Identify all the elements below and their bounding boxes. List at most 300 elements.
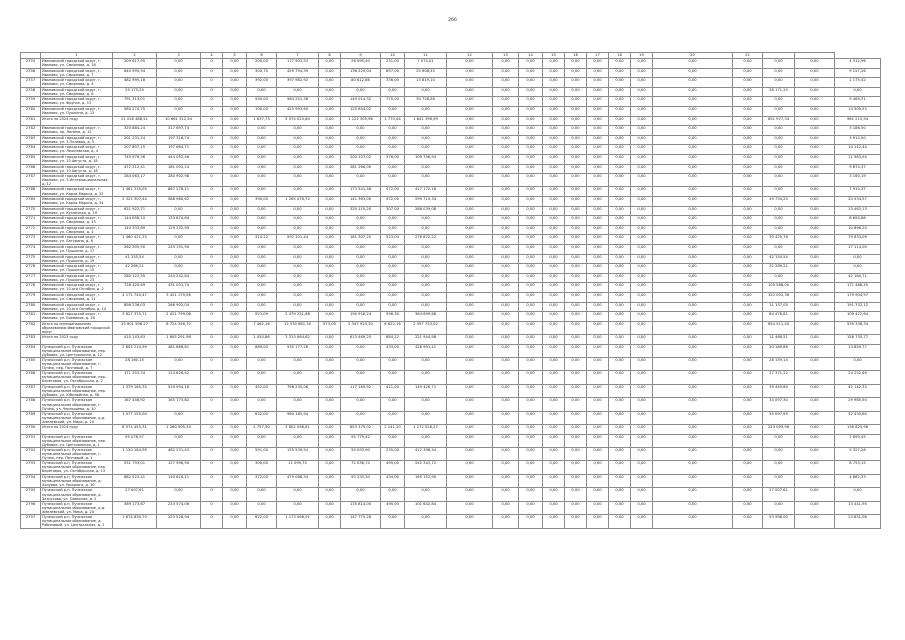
table-cell: 0,00	[405, 135, 447, 145]
table-cell: 0	[201, 87, 223, 97]
table-cell: 0,00	[565, 225, 587, 235]
table-cell: 0,00	[795, 68, 835, 78]
table-cell: 0,00	[319, 434, 341, 447]
table-cell: 0,00	[795, 216, 835, 226]
table-cell: 0,00	[653, 302, 733, 312]
table-cell: 0,00	[493, 145, 519, 155]
row-number: 2759	[21, 97, 41, 107]
table-cell: 0,00	[543, 59, 565, 69]
table-cell: 0,00	[587, 106, 609, 116]
table-cell: 0,00	[319, 206, 341, 216]
table-cell: 0,00	[543, 434, 565, 447]
table-cell: 0,00	[653, 283, 733, 293]
column-header: 13	[493, 53, 519, 59]
table-cell: 495,00	[381, 501, 405, 514]
table-cell: 127 996,90	[157, 461, 201, 475]
table-cell: 0,00	[493, 447, 519, 460]
table-cell: 0,00	[587, 515, 609, 529]
table-cell: 0,00	[381, 135, 405, 145]
table-cell: 0,00	[609, 145, 631, 155]
table-cell: 0,00	[277, 434, 319, 447]
table-cell: 0,00	[247, 135, 277, 145]
table-cell: 0,00	[493, 264, 519, 274]
table-cell: 0,00	[223, 106, 247, 116]
row-number: 2765	[21, 154, 41, 164]
table-cell: 0,00	[609, 302, 631, 312]
table-cell: 640 995,94	[113, 68, 157, 78]
table-cell: 171 253,34	[113, 371, 157, 385]
table-cell: 0,00	[763, 164, 795, 174]
table-row	[21, 321, 881, 334]
table-cell: 0,00	[543, 206, 565, 216]
table-cell: 0,00	[631, 97, 653, 107]
table-cell: 0,00	[795, 344, 835, 357]
table-cell: 17 114,00	[835, 244, 881, 254]
table-cell: 0,00	[319, 273, 341, 283]
table-cell: 0,00	[733, 164, 763, 174]
row-address: Ивановский городской округ, г. Иваново, ул. Пушкина, д. 17	[41, 244, 113, 254]
table-cell: 0,00	[631, 225, 653, 235]
table-cell: 482 995,18	[113, 78, 157, 88]
table-cell: 0,00	[319, 447, 341, 460]
table-cell: 0,00	[609, 135, 631, 145]
table-cell: 0	[201, 312, 223, 322]
table-cell: 0,00	[631, 244, 653, 254]
table-cell: 0,00	[223, 321, 247, 334]
table-row	[21, 411, 881, 424]
table-cell: 0,00	[381, 488, 405, 501]
table-cell: 0,00	[835, 264, 881, 274]
table-cell: 584 251,38	[277, 97, 319, 107]
table-cell: 0,00	[157, 78, 201, 88]
table-cell: 0,00	[277, 292, 319, 302]
table-cell: 1 077 155,00	[113, 411, 157, 424]
column-header: 20	[653, 53, 733, 59]
table-cell: 0,00	[447, 154, 493, 164]
table-cell: 0,00	[493, 292, 519, 302]
table-cell: 0,00	[277, 501, 319, 514]
table-cell: 0,00	[319, 292, 341, 302]
table-cell: 0,00	[493, 244, 519, 254]
table-cell: 0,00	[733, 447, 763, 460]
row-address: Ивановский городской округ, г. Иваново, ул. 3 Интернациональная, д. 12	[41, 174, 113, 187]
table-cell: 0	[201, 235, 223, 245]
table-cell: 0,00	[543, 292, 565, 302]
table-cell: 0	[201, 164, 223, 174]
table-cell: 0,00	[565, 292, 587, 302]
table-cell: 0,00	[653, 135, 733, 145]
table-cell: 0,00	[631, 292, 653, 302]
table-cell: 364 699,68	[405, 312, 447, 322]
table-cell: 0,00	[519, 145, 543, 155]
table-cell: 0,00	[763, 225, 795, 235]
table-cell: 0,00	[493, 87, 519, 97]
table-cell: 0,00	[493, 461, 519, 475]
table-cell: 421,00	[381, 385, 405, 398]
table-cell: 0,00	[565, 447, 587, 460]
table-cell: 0,00	[381, 515, 405, 529]
table-cell: 0,00	[447, 87, 493, 97]
table-cell: 0,00	[447, 321, 493, 334]
table-cell: 0,00	[341, 344, 381, 357]
table-cell: 0,00	[733, 206, 763, 216]
table-cell: 117 165,92	[341, 385, 381, 398]
column-header: 9	[341, 53, 381, 59]
table-cell: 190 918,24	[341, 312, 381, 322]
table-cell: 0,00	[733, 475, 763, 488]
table-cell: 0,00	[341, 216, 381, 226]
table-cell: 0,00	[223, 87, 247, 97]
table-cell: 0,00	[519, 106, 543, 116]
table-cell: 0,00	[733, 321, 763, 334]
page-number: 266	[448, 18, 457, 23]
table-cell: 0,00	[319, 398, 341, 411]
table-cell: 0,00	[341, 244, 381, 254]
table-cell: 0,00	[277, 216, 319, 226]
table-cell: 3 186,50	[835, 126, 881, 136]
table-cell: 0,00	[733, 154, 763, 164]
table-cell: 0,00	[447, 244, 493, 254]
table-cell: 0,00	[565, 244, 587, 254]
table-cell: 8 574 455,31	[113, 425, 157, 435]
table-cell: 95 779,42	[341, 434, 381, 447]
row-address: Ивановский городской округ, г. Иваново, ул. Пушкина, д. 13	[41, 106, 113, 116]
table-cell: 7 910,37	[835, 187, 881, 197]
table-cell: 0,00	[795, 225, 835, 235]
table-cell: 0,00	[223, 283, 247, 293]
table-cell: 0,00	[519, 78, 543, 88]
table-cell: 0,00	[157, 206, 201, 216]
table-cell: 0,00	[653, 87, 733, 97]
table-cell: 0,00	[795, 235, 835, 245]
table-cell: 0,00	[653, 501, 733, 514]
row-address: Ивановский городской округ, г. Иваново, ул. 10-ого Октября, д. 2	[41, 283, 113, 293]
table-cell: 307,00	[381, 206, 405, 216]
table-cell: 0,00	[609, 254, 631, 264]
table-cell: 0,00	[733, 78, 763, 88]
table-cell: 0,00	[795, 126, 835, 136]
table-cell: 30 425,78	[763, 235, 795, 245]
table-cell: 7 462,16	[247, 321, 277, 334]
row-address: Ивановский городской округ, г. Иваново, ул. 10 Августа, д. 18	[41, 154, 113, 164]
table-cell: 0,00	[763, 68, 795, 78]
table-cell: 0,00	[447, 97, 493, 107]
column-header: 19	[631, 53, 653, 59]
table-cell: 0,00	[319, 225, 341, 235]
table-cell: 0,00	[587, 273, 609, 283]
table-cell: 869,00	[247, 344, 277, 357]
table-cell: 0,00	[795, 461, 835, 475]
table-row	[21, 488, 881, 501]
table-cell: 149 014,32	[341, 97, 381, 107]
table-cell: 0,00	[157, 254, 201, 264]
table-cell: 0,00	[587, 145, 609, 155]
table-cell: 0,00	[795, 116, 835, 126]
table-cell: 0,00	[565, 78, 587, 88]
table-cell: 0,00	[795, 411, 835, 424]
table-cell: 0,00	[223, 515, 247, 529]
table-cell: 0,00	[223, 216, 247, 226]
table-cell: 0,00	[277, 225, 319, 235]
table-cell: 0	[201, 197, 223, 207]
table-cell: 0,00	[565, 344, 587, 357]
table-cell: 0,00	[519, 116, 543, 126]
table-cell: 0,00	[319, 488, 341, 501]
table-cell: 0,00	[319, 283, 341, 293]
table-cell: 0,00	[609, 126, 631, 136]
table-cell: 0,00	[653, 235, 733, 245]
table-row	[21, 398, 881, 411]
table-cell: 0,00	[631, 59, 653, 69]
table-cell: 5 574 025,64	[277, 116, 319, 126]
row-address: Пучежский р-н, Пучежское муниципальное образование, г. Пучеж, пер. Почтовый, д. 7	[41, 357, 113, 370]
table-cell: 0,00	[543, 488, 565, 501]
table-cell: 0	[201, 302, 223, 312]
table-cell: 0,00	[519, 254, 543, 264]
table-cell: 0,00	[447, 174, 493, 187]
table-cell: 434,00	[381, 475, 405, 488]
table-cell: 0,00	[631, 126, 653, 136]
table-row	[21, 244, 881, 254]
table-cell: 0,00	[519, 475, 543, 488]
table-cell: 0,00	[763, 97, 795, 107]
table-cell: 0	[201, 59, 223, 69]
table-cell: 654 511,40	[763, 321, 795, 334]
table-row	[21, 371, 881, 385]
table-cell: 28 160,15	[113, 357, 157, 370]
table-cell: 0	[201, 475, 223, 488]
table-cell: 0,00	[447, 488, 493, 501]
table-cell: 0,00	[381, 145, 405, 155]
table-cell: 0,00	[277, 398, 319, 411]
table-cell: 0	[201, 344, 223, 357]
table-cell: 0,00	[447, 135, 493, 145]
table-cell: 0,00	[277, 206, 319, 216]
table-cell: 0,00	[319, 216, 341, 226]
table-cell: 0,00	[631, 264, 653, 274]
table-cell: 472,00	[381, 187, 405, 197]
table-cell: 0,00	[223, 425, 247, 435]
table-cell: 0,00	[543, 174, 565, 187]
table-cell: 1 674 830,70	[113, 515, 157, 529]
column-header: 12	[447, 53, 493, 59]
table-cell: 0,00	[405, 216, 447, 226]
row-address: Ивановский городской округ, г. Иваново, ул. Карла Маркса, д. 34	[41, 197, 113, 207]
table-cell: 29 175,25	[113, 87, 157, 97]
table-cell: 0,00	[405, 264, 447, 274]
table-cell: 0,00	[341, 283, 381, 293]
table-cell: 0,00	[319, 78, 341, 88]
table-cell: 0,00	[653, 225, 733, 235]
table-cell: 0,00	[631, 398, 653, 411]
table-cell: 0	[201, 116, 223, 126]
table-cell: 0,00	[763, 501, 795, 514]
table-cell: 1 175,42	[835, 78, 881, 88]
table-cell: 0,00	[587, 434, 609, 447]
table-cell: 0,00	[565, 321, 587, 334]
table-cell: 80 612,86	[341, 78, 381, 88]
table-cell: 0,00	[609, 371, 631, 385]
table-cell: 0,00	[447, 335, 493, 345]
table-cell: 0,00	[543, 164, 565, 174]
table-cell: 0,00	[277, 187, 319, 197]
table-cell: 0,00	[631, 235, 653, 245]
row-number: 2779	[21, 292, 41, 302]
row-address: Пучежский р-н, Пучежское муниципальное образование, д. Затрусово, ул. Северная, д. 2	[41, 488, 113, 501]
table-cell: 0,00	[733, 225, 763, 235]
table-cell: 0,00	[493, 225, 519, 235]
table-cell: 0,00	[653, 475, 733, 488]
table-cell: 0,00	[447, 475, 493, 488]
table-cell: 0,00	[795, 475, 835, 488]
table-cell: 0,00	[543, 312, 565, 322]
table-cell: 0,00	[653, 78, 733, 88]
table-cell: 0,00	[631, 302, 653, 312]
table-cell: 495,00	[381, 461, 405, 475]
table-cell: 0,00	[733, 335, 763, 345]
table-cell: 201 231,24	[113, 135, 157, 145]
table-cell: 3 160,19	[835, 174, 881, 187]
table-cell: 0,00	[319, 126, 341, 136]
table-cell: 0,00	[795, 206, 835, 216]
table-cell: 0,00	[519, 461, 543, 475]
table-cell: 317 697,74	[157, 126, 201, 136]
table-cell: 0,00	[795, 135, 835, 145]
table-cell: 0,00	[447, 344, 493, 357]
table-cell: 0,00	[493, 164, 519, 174]
column-header: 1	[41, 53, 113, 59]
table-cell: 0,00	[381, 225, 405, 235]
table-cell: 0,00	[587, 116, 609, 126]
table-cell: 0,00	[223, 398, 247, 411]
table-cell: 8 753,15	[835, 461, 881, 475]
table-cell: 144 658,10	[113, 216, 157, 226]
table-cell: 0,00	[733, 97, 763, 107]
table-cell: 0,00	[223, 126, 247, 136]
table-cell: 0,00	[733, 273, 763, 283]
table-cell: 0,00	[631, 106, 653, 116]
table-cell: 0,00	[653, 264, 733, 274]
table-row	[21, 145, 881, 155]
table-cell: 0,00	[341, 488, 381, 501]
table-cell: 0,00	[319, 475, 341, 488]
table-row	[21, 187, 881, 197]
table-cell: 0,00	[609, 501, 631, 514]
table-cell: 0,00	[519, 447, 543, 460]
table-cell: 0,00	[223, 78, 247, 88]
table-cell: 0,00	[493, 283, 519, 293]
table-cell: 0,00	[795, 164, 835, 174]
table-cell: 389 173,87	[113, 501, 157, 514]
table-cell: 1 454,86	[247, 335, 277, 345]
table-cell: 412 398,44	[405, 447, 447, 460]
table-cell: 0,00	[587, 335, 609, 345]
table-cell: 0,00	[795, 59, 835, 69]
table-cell: 0,00	[653, 97, 733, 107]
table-cell: 0,00	[609, 292, 631, 302]
table-cell: 0,00	[609, 515, 631, 529]
table-row	[21, 501, 881, 514]
table-cell: 0,00	[653, 371, 733, 385]
table-cell: 0	[201, 187, 223, 197]
table-cell: 0,00	[543, 398, 565, 411]
table-cell: 0,00	[543, 425, 565, 435]
table-cell: 923,09	[247, 312, 277, 322]
table-row	[21, 197, 881, 207]
table-cell: 0,00	[543, 197, 565, 207]
row-number: 2755	[21, 59, 41, 69]
table-cell: 0,00	[795, 501, 835, 514]
table-cell: 0,00	[381, 292, 405, 302]
table-cell: 0,00	[405, 283, 447, 293]
table-cell: 84 478,81	[763, 312, 795, 322]
table-cell: 10 661 312,54	[157, 116, 201, 126]
table-cell: 0,00	[609, 68, 631, 78]
table-cell: 0,00	[447, 434, 493, 447]
table-cell: 0,00	[609, 174, 631, 187]
table-cell: 0,00	[653, 216, 733, 226]
table-cell: 0,00	[157, 59, 201, 69]
table-cell: 3 914,50	[835, 135, 881, 145]
table-cell: 0,00	[653, 425, 733, 435]
table-cell: 745 976,36	[113, 154, 157, 164]
table-cell: 0,00	[653, 187, 733, 197]
table-cell: 588 960,62	[157, 197, 201, 207]
table-cell: 0,00	[223, 135, 247, 145]
table-cell: 0,00	[223, 187, 247, 197]
table-cell: 223 095,96	[763, 425, 795, 435]
table-cell: 550,00	[247, 97, 277, 107]
table-row	[21, 461, 881, 475]
table-cell: 0	[201, 135, 223, 145]
table-cell: 0,00	[565, 461, 587, 475]
table-cell: 0,00	[565, 216, 587, 226]
table-row	[21, 273, 881, 283]
table-cell: 0,00	[543, 515, 565, 529]
table-cell: 0,00	[447, 371, 493, 385]
table-cell: 0,00	[795, 154, 835, 164]
table-cell: 0,00	[447, 78, 493, 88]
table-cell: 0,00	[543, 302, 565, 312]
table-cell: 0,00	[609, 335, 631, 345]
table-cell: 0,00	[223, 461, 247, 475]
row-number: 2793	[21, 461, 41, 475]
table-cell: 622,00	[247, 515, 277, 529]
table-cell: 179 904,97	[835, 292, 881, 302]
table-cell: 0,00	[247, 164, 277, 174]
table-cell: 0,00	[609, 164, 631, 174]
table-cell: 0,00	[565, 126, 587, 136]
table-cell: 0,00	[447, 197, 493, 207]
table-cell: 0,00	[631, 116, 653, 126]
table-cell: 49 734,25	[763, 197, 795, 207]
table-cell: 0,00	[565, 87, 587, 97]
table-cell: 0,00	[223, 59, 247, 69]
table-cell: 0,00	[543, 154, 565, 164]
table-cell: 0	[201, 273, 223, 283]
table-cell: 0,00	[493, 126, 519, 136]
table-cell: 14 509,53	[835, 106, 881, 116]
table-row	[21, 254, 881, 264]
table-cell: 0,00	[157, 357, 201, 370]
table-cell: 0,00	[565, 145, 587, 155]
table-cell: 299 715,34	[405, 197, 447, 207]
table-cell: 0,00	[319, 68, 341, 78]
table-cell: 0,00	[319, 59, 341, 69]
table-cell: 0,00	[609, 106, 631, 116]
table-cell: 472 212,41	[113, 164, 157, 174]
table-cell: 0,00	[223, 411, 247, 424]
